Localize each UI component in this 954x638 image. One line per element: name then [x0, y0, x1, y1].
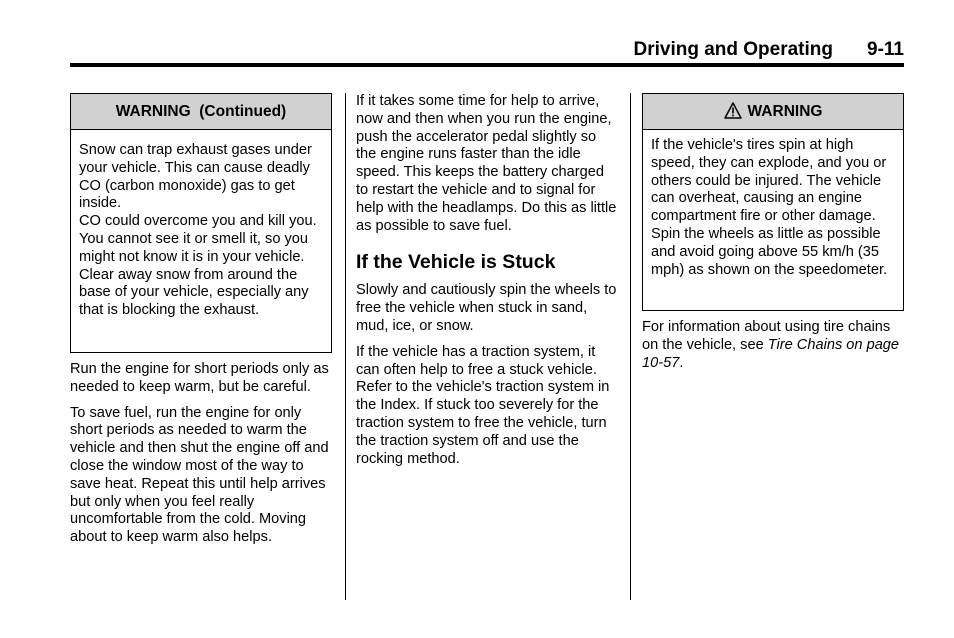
column-1 — [70, 93, 332, 555]
warning-triangle-icon — [724, 97, 742, 132]
page-number: 9-11 — [867, 39, 904, 60]
warning-title-bar — [643, 94, 903, 130]
tire-chains-link[interactable]: Tire Chains on page 10-57 — [642, 336, 900, 371]
warning-title: WARNING — [747, 103, 823, 120]
warning-continued-para-1: Snow can trap exhaust gases under your vehicle. This can cause deadly CO (carbon monoxide) gas to get inside. — [79, 142, 312, 212]
col2-paragraph-2: Slowly and cautiously spin the wheels to free the vehicle when stuck in sand, mud, ice, or snow. — [356, 282, 617, 334]
column-2 — [356, 93, 618, 476]
warning-body-text: If the vehicle's tires spin at high speed, they can explode, and you or others could be injured. The vehicle can overheat, causing an engine compartment fire or other damage. Spin the wheels as little as possible and avoid going above 55 km/h (35 mph) as shown on the speedometer. — [651, 137, 888, 278]
tire-chains-info — [642, 319, 904, 372]
col2-paragraph-3: If the vehicle has a traction system, it can often help to free a stuck vehicle. Refer to the vehicle's traction system in the Index. If stuck too severely for the traction system to free the vehicle, turn the traction system off and use the rocking method. — [356, 343, 610, 467]
page-header — [70, 38, 904, 62]
column-divider-2 — [630, 93, 631, 600]
warning-continued-para-2: CO could overcome you and kill you. You cannot see it or smell it, so you might not know it is in your vehicle. Clear away snow from around the base of your vehicle, especially any that is blocking the exhaust. — [79, 213, 317, 319]
section-heading: If the Vehicle is Stuck — [356, 251, 556, 274]
column-3 — [642, 93, 904, 380]
column-divider-1 — [345, 93, 346, 600]
warning-body — [643, 130, 903, 285]
header-rule — [70, 63, 904, 67]
tire-chains-text: For information about using tire chains on the vehicle, see — [642, 319, 891, 353]
warning-continued-box — [70, 93, 332, 353]
col1-paragraph-1: Run the engine for short periods only as needed to keep warm, but be careful. — [70, 361, 329, 395]
col1-paragraph-2: To save fuel, run the engine for only short periods as needed to warm the vehicle and then shut the engine off and close the window most of the way to save heat. Repeat this until help arrives but only when you feel really uncomfortable from the cold. Moving about to keep warm also helps. — [70, 404, 329, 546]
tire-chains-end: . — [679, 354, 684, 371]
warning-continued-title: WARNING (Continued) — [71, 94, 331, 130]
warning-continued-body — [71, 130, 331, 326]
warning-box — [642, 93, 904, 311]
section-title: Driving and Operating — [633, 39, 834, 60]
col2-paragraph-1: If it takes some time for help to arrive, now and then when you run the engine, push the accelerator pedal slightly so the engine runs faster than the idle speed. This keeps the battery charged to restart the vehicle and to signal for help with the headlamps. Do this as little as possible to save fuel. — [356, 93, 617, 234]
